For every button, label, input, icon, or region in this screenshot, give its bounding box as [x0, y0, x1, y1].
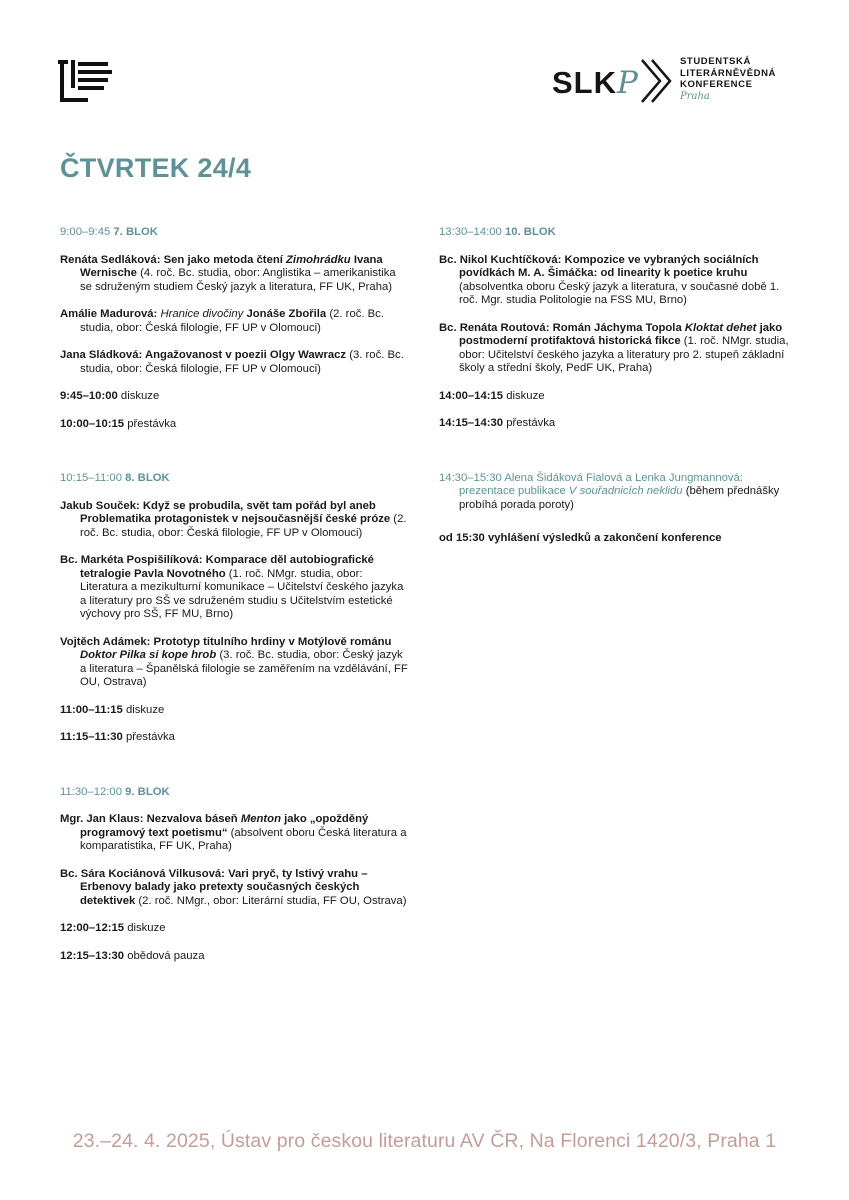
talk-item: Renáta Sedláková: Sen jako metoda čtení Zimohrádku Ivana Wernische (4. roč. Bc. studia, obor: Anglistika – amerikanistika se sdruženým studiem Český jazyk a literatura, FF UK, Praha)	[60, 253, 396, 293]
slkp-logo	[552, 56, 792, 106]
talk-item: Amálie Madurová: Hranice divočiny Jonáše Zbořila (2. roč. Bc. studia, obor: Česká filologie, FF UP v Olomouci)	[60, 308, 384, 334]
block-heading: 10:15–11:00 8. BLOK	[60, 472, 170, 484]
schedule-slot: 11:00–11:15 diskuze	[60, 703, 165, 716]
talk-item: Bc. Sára Kociánová Vilkusová: Vari pryč, ty lstivý vrahu – Erbenovy balady jako pretexty současných českých detektivek (2. roč. NMgr., obor: Literární studia, FF OU, Ostrava)	[60, 867, 407, 907]
schedule-right-column	[439, 226, 799, 546]
talk-item: Jana Sládková: Angažovanost v poezii Olgy Wawracz (3. roč. Bc. studia, obor: Česká filologie, FF UP v Olomouci)	[60, 349, 404, 375]
page-title: ČTVRTEK 24/4	[60, 153, 252, 183]
schedule-slot: 9:45–10:00 diskuze	[60, 390, 160, 402]
schedule-slot: 11:15–11:30 přestávka	[60, 731, 175, 743]
talk-item: Vojtěch Adámek: Prototyp titulního hrdiny v Motýlově románu Doktor Pilka si kope hrob (3. roč. Bc. studia, obor: Český jazyk a literatura – Španělská filologie se zaměřením na vzdělávání, FF OU, Ostrava)	[60, 635, 408, 688]
block-heading: 13:30–14:00 10. BLOK	[439, 226, 556, 238]
talk-item: Jakub Souček: Když se probudila, svět tam pořád byl aneb Problematika protagonistek v nejsoučasnější české próze (2. roč. Bc. studia, obor: Česká filologie, FF UP v Olomouci)	[60, 499, 407, 539]
schedule-left-column	[60, 226, 410, 977]
talk-item: Bc. Markéta Pospišilíková: Komparace děl autobiografické tetralogie Pavla Novotného (1. roč. NMgr. studia, obor: Literatura a mezikulturní komunikace – Učitelství českého jazyka a literatury pro SŠ ve sdruženém studiu s Učitelstvím estetické výchovy pro SŠ, FF MU, Brno)	[60, 554, 404, 620]
schedule-slot: 14:15–14:30 přestávka	[439, 417, 556, 429]
schedule-slot: 14:00–14:15 diskuze	[439, 389, 545, 402]
block-heading: 9:00–9:45 7. BLOK	[60, 226, 158, 238]
schedule-slot: 12:00–12:15 diskuze	[60, 922, 166, 934]
slkp-title: STUDENTSKÁ LITERÁRNĚVĚDNÁ KONFERENCE Praha	[680, 56, 777, 102]
block-heading: 11:30–12:00 9. BLOK	[60, 785, 170, 798]
closing-announcement: od 15:30 vyhlášení výsledků a zakončení konference	[439, 532, 722, 544]
chevron-icon	[638, 58, 674, 104]
schedule-slot: 10:00–10:15 přestávka	[60, 417, 177, 430]
talk-item: Bc. Renáta Routová: Román Jáchyma Topola Kloktat dehet jako postmoderní protifaktová historická fikce (1. roč. NMgr. studia, obor: Učitelství českého jazyka a literatury pro 2. stupeň základní školy a střední školy, PedF UK, Praha)	[439, 321, 789, 374]
institute-logo	[58, 58, 116, 104]
schedule-slot: 12:15–13:30 obědová pauza	[60, 949, 205, 962]
book-presentation: 14:30–15:30 Alena Šidáková Fialová a Lenka Jungmannová: prezentace publikace V souřadnicích neklidu (během přednášky probíhá porada poroty)	[439, 471, 780, 511]
talk-item: Bc. Nikol Kuchtíčková: Kompozice ve vybraných sociálních povídkách M. A. Šimáčka: od linearity k poetice kruhu (absolventka oboru Český jazyk a literatura, v současné době 1. roč. Mgr. studia Politologie na FSS MU, Brno)	[439, 253, 780, 306]
slkp-wordmark: SLKP	[552, 65, 639, 101]
event-footer: 23.–24. 4. 2025, Ústav pro českou literaturu AV ČR, Na Florenci 1420/3, Praha 1	[72, 1130, 777, 1152]
talk-item: Mgr. Jan Klaus: Nezvalova báseň Menton jako „opožděný programový text poetismu“ (absolvent oboru Česká literatura a komparatistika, FF UK, Praha)	[60, 813, 407, 852]
